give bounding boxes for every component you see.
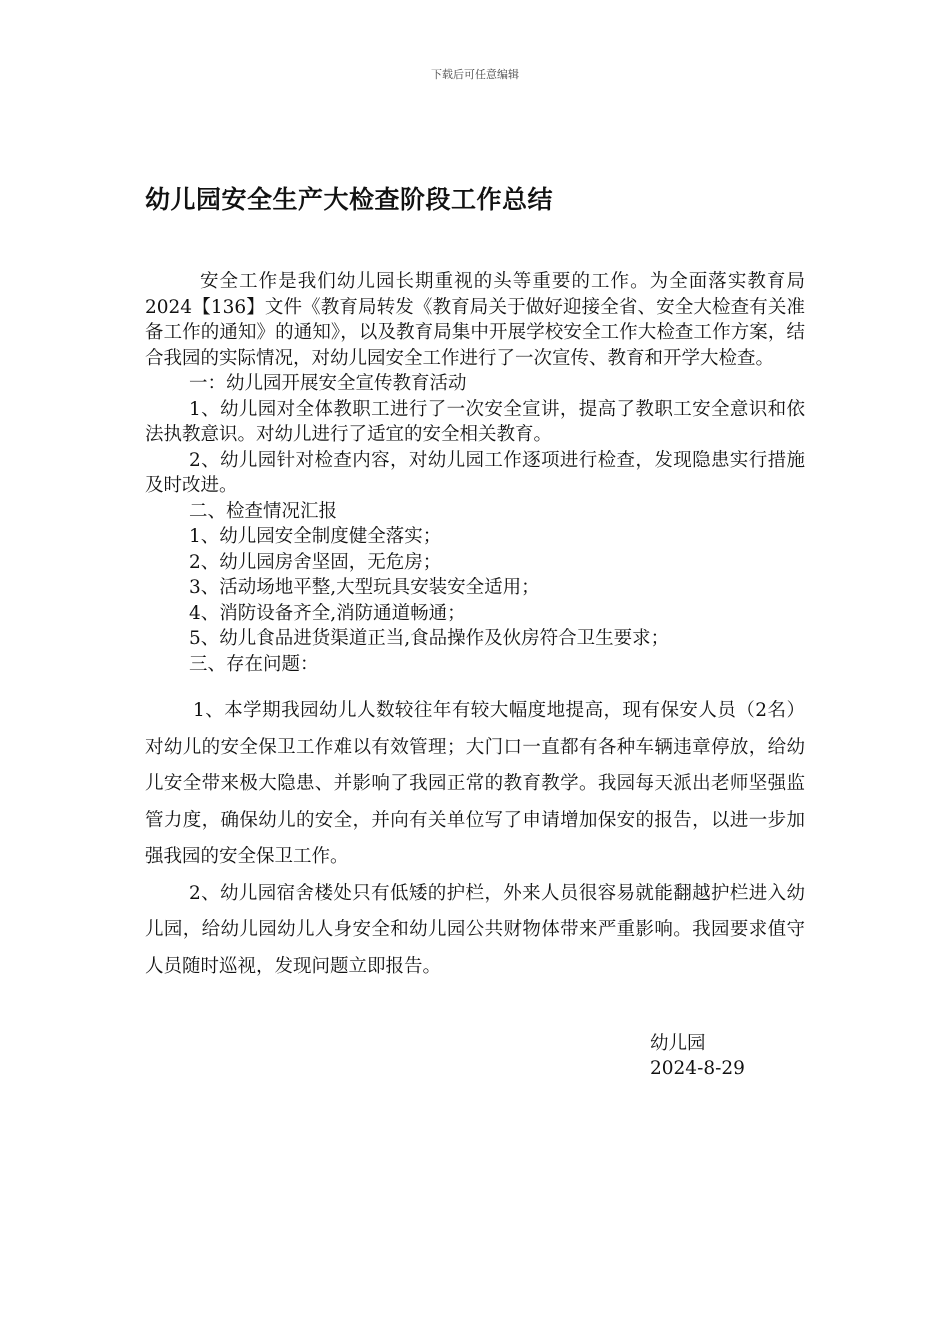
list-item: 2、幼儿园房舍坚固，无危房； <box>189 551 442 573</box>
signature-block <box>650 1031 745 1081</box>
body-section-problems <box>145 693 805 985</box>
list-item: 3、活动场地平整,大型玩具安装安全适用； <box>189 577 540 598</box>
header-note: 下载后可任意编辑 <box>431 68 519 81</box>
heading-section-3: 三、存在问题： <box>189 653 319 675</box>
paragraph-problem-1: 1、本学期我园幼儿人数较往年有较大幅度地提高，现有保安人员（2名）对幼儿的安全保卫工作难以有效管理；大门口一直都有各种车辆违章停放，给幼儿安全带来极大隐患、并影响了我园正常的教育教学。我园每天派出老师坚强监管力度，确保幼儿的安全，并向有关单位写了申请增加保安的报告，以进一步加强我园的安全保卫工作。 <box>145 700 805 867</box>
body-section-main <box>145 269 805 677</box>
signature-date: 2024-8-29 <box>650 1058 745 1079</box>
paragraph-item: 1、幼儿园对全体教职工进行了一次安全宣讲，提高了教职工安全意识和依法执教意识。对幼儿进行了适宜的安全相关教育。 <box>145 398 805 445</box>
list-item: 5、幼儿食品进货渠道正当,食品操作及伙房符合卫生要求； <box>189 628 670 649</box>
signature-org: 幼儿园 <box>650 1033 706 1054</box>
list-item: 4、消防设备齐全,消防通道畅通； <box>189 602 466 624</box>
list-item: 1、幼儿园安全制度健全落实； <box>189 526 442 547</box>
paragraph-intro: 安全工作是我们幼儿园长期重视的头等重要的工作。为全面落实教育局2024【136】文件《教育局转发《教育局关于做好迎接全省、安全大检查有关准备工作的通知》的通知》，以及教育局集中开展学校安全工作大检查工作方案，结合我园的实际情况，对幼儿园安全工作进行了一次宣传、教育和开学大检查。 <box>145 271 805 369</box>
paragraph-item: 2、幼儿园针对检查内容，对幼儿园工作逐项进行检查，发现隐患实行措施及时改进。 <box>145 449 805 496</box>
heading-section-1: 一：幼儿园开展安全宣传教育活动 <box>189 373 467 394</box>
document-title: 幼儿园安全生产大检查阶段工作总结 <box>145 185 554 214</box>
paragraph-problem-2: 2、幼儿园宿舍楼处只有低矮的护栏，外来人员很容易就能翻越护栏进入幼儿园，给幼儿园幼儿人身安全和幼儿园公共财物体带来严重影响。我园要求值守人员随时巡视，发现问题立即报告。 <box>145 882 805 977</box>
heading-section-2: 二、检查情况汇报 <box>189 500 338 522</box>
